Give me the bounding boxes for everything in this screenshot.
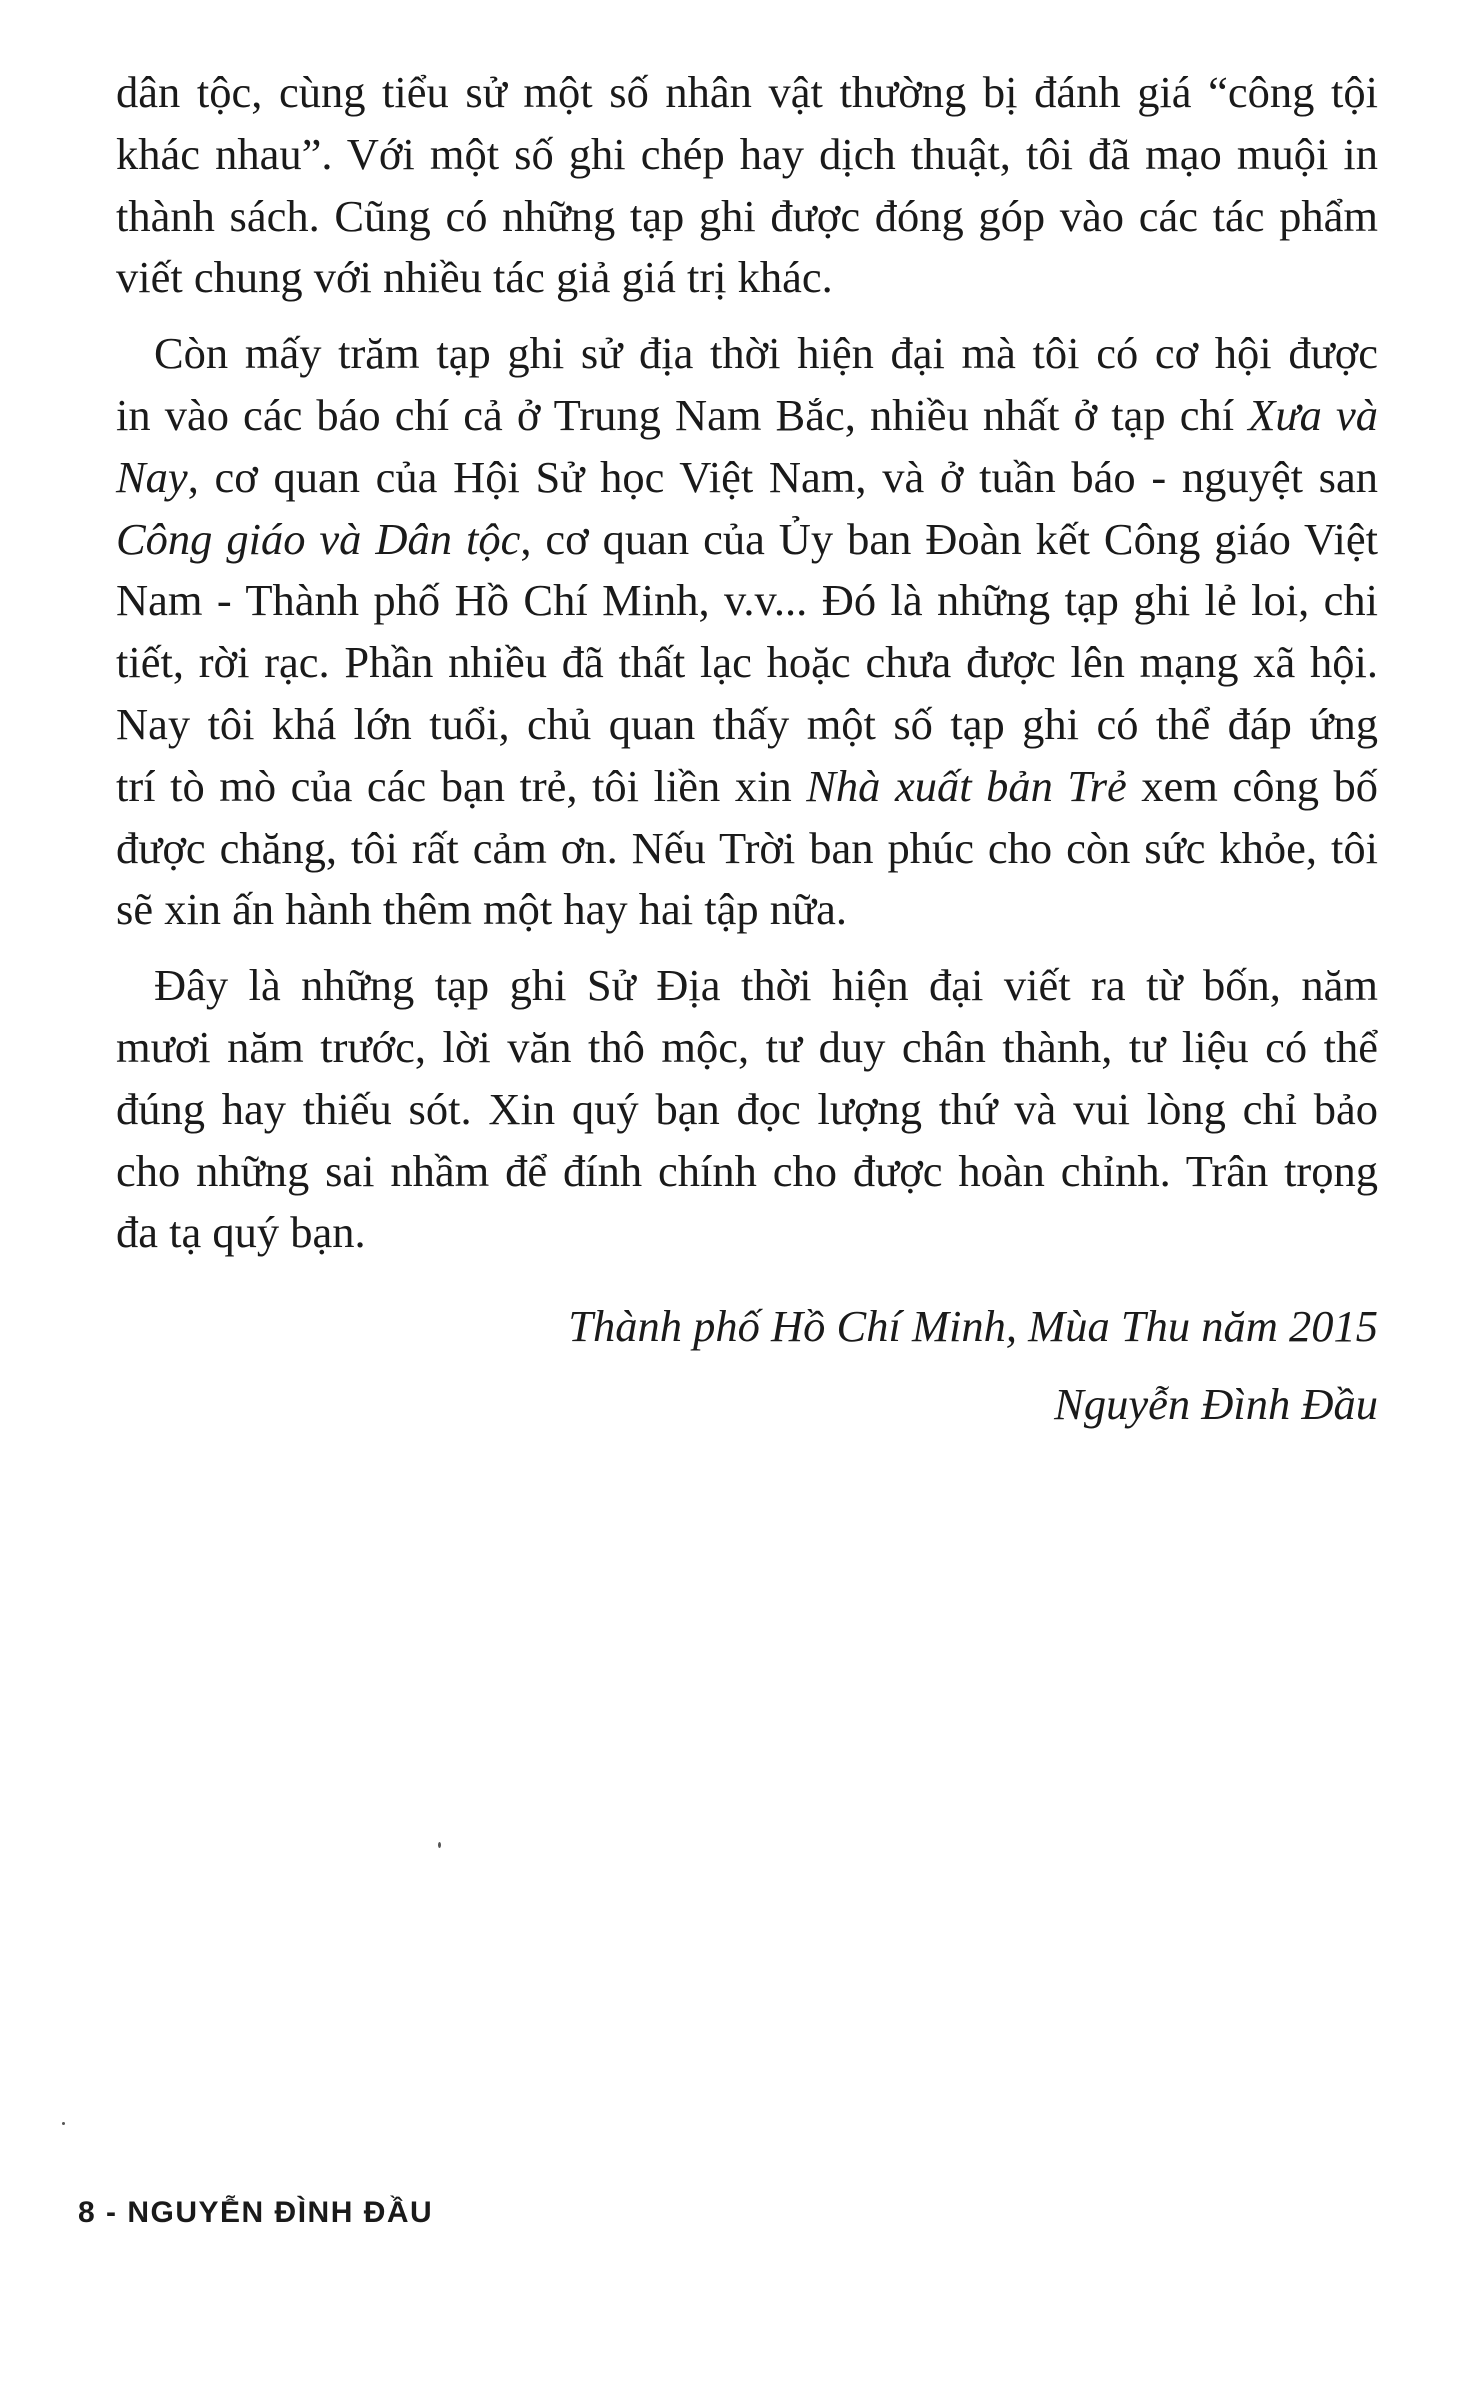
text-line [116, 447, 1378, 509]
text-line: Còn mấy trăm tạp ghi sử địa thời hiện đại mà tôi có cơ hội được [154, 328, 1378, 379]
text-line: đa tạ quý bạn. [116, 1207, 366, 1258]
journal-title-cont: Nay [116, 451, 188, 502]
text-line: Nay tôi khá lớn tuổi, chủ quan thấy một số tạp ghi có thể đáp ứng [116, 698, 1378, 749]
text-segment: trí tò mò của các bạn trẻ, tôi liền xin [116, 760, 807, 811]
signature-author: Nguyễn Đình Đầu [1054, 1379, 1378, 1429]
scan-speck [62, 2122, 65, 2125]
text-line: Nam - Thành phố Hồ Chí Minh, v.v... Đó là những tạp ghi lẻ loi, chi [116, 575, 1378, 626]
page-number: 8 [78, 2196, 97, 2229]
text-line: khác nhau”. Với một số ghi chép hay dịch thuật, tôi đã mạo muội in [116, 128, 1378, 179]
text-line: viết chung với nhiều tác giả giá trị khác. [116, 252, 833, 303]
text-line: dân tộc, cùng tiểu sử một số nhân vật thường bị đánh giá “công tội [116, 67, 1378, 117]
text-line [116, 756, 1378, 818]
text-line: thành sách. Cũng có những tạp ghi được đóng góp vào các tác phẩm [116, 190, 1378, 241]
journal-title: Xưa và [1248, 389, 1378, 440]
scan-speck [438, 1842, 441, 1848]
text-line [116, 385, 1378, 447]
paragraph-1 [116, 62, 1378, 309]
signature-place-date: Thành phố Hồ Chí Minh, Mùa Thu năm 2015 [568, 1301, 1378, 1351]
page-footer [78, 2196, 433, 2230]
periodical-title: Công giáo và Dân tộc [116, 513, 521, 564]
footer-separator: - [96, 2196, 128, 2229]
text-line: cho những sai nhầm để đính chính cho được hoàn chỉnh. Trân trọng [116, 1145, 1378, 1196]
publisher-name: Nhà xuất bản Trẻ [806, 760, 1127, 811]
body-text [116, 62, 1378, 1264]
text-segment: , cơ quan của Ủy ban Đoàn kết Công giáo Việt [520, 513, 1378, 564]
paragraph-2 [116, 323, 1378, 941]
text-line: tiết, rời rạc. Phần nhiều đã thất lạc hoặc chưa được lên mạng xã hội. [116, 637, 1378, 688]
paragraph-3 [116, 955, 1378, 1264]
text-line: sẽ xin ấn hành thêm một hay hai tập nữa. [116, 884, 847, 935]
text-line: đúng hay thiếu sót. Xin quý bạn đọc lượng thứ và vui lòng chỉ bảo [116, 1083, 1378, 1134]
text-segment: in vào các báo chí cả ở Trung Nam Bắc, nhiều nhất ở tạp chí [116, 389, 1249, 440]
text-line: mươi năm trước, lời văn thô mộc, tư duy chân thành, tư liệu có thể [116, 1021, 1378, 1072]
text-segment: , cơ quan của Hội Sử học Việt Nam, và ở tuần báo - nguyệt san [187, 451, 1378, 502]
text-line [116, 509, 1378, 571]
text-line: Đây là những tạp ghi Sử Địa thời hiện đại viết ra từ bốn, năm [154, 960, 1378, 1011]
text-line: được chăng, tôi rất cảm ơn. Nếu Trời ban phúc cho còn sức khỏe, tôi [116, 822, 1378, 873]
running-head: NGUYỄN ĐÌNH ĐẦU [127, 2196, 434, 2229]
text-segment: xem công bố [1126, 760, 1378, 811]
